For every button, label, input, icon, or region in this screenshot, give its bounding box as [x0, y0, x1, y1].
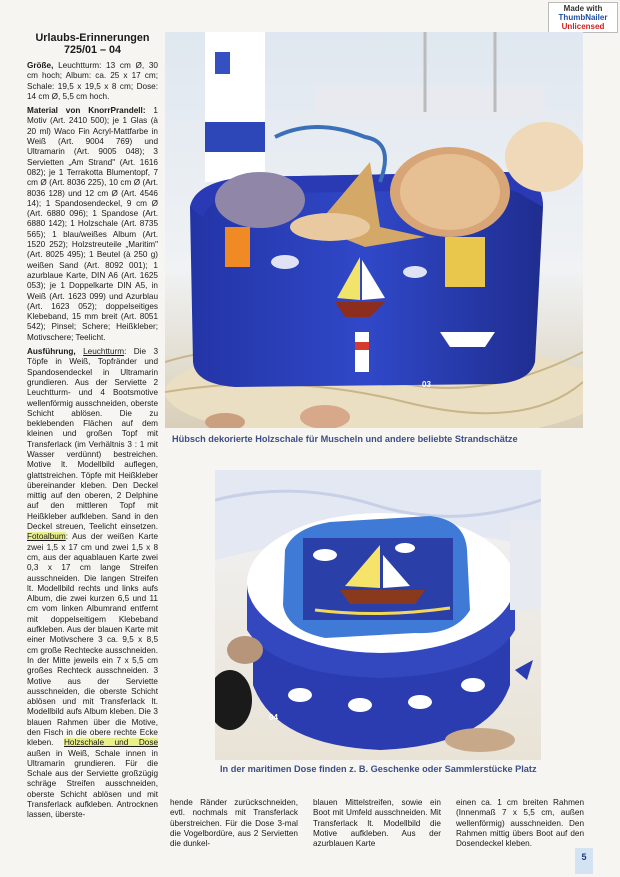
photo-maritime-box — [215, 470, 541, 760]
bowl-label: Holzschale und Dose — [64, 738, 158, 748]
instructions-label: Ausführung, — [27, 347, 76, 357]
album-label: Fotoalbum — [27, 532, 66, 542]
album-text: : Aus der weißen Karte zwei 1,5 x 17 cm und zwei 1,5 x 8 cm, aus der aquablauen Karte zwei 0,3 x 17 cm lange Streifen ausschneiden. Die langen Streifen lt. Modellbild rechts und links aufs Album, die zwei kurzen 6,5 und 11 cm vom linken Albumrand entfernt mit doppelseitigem Klebeband aufkleben. Aus der blauen Karte mit einer Motivschere 3 ca. 9,5 x 8,5 cm große Rechtecke ausschneiden. In der Mitte jeweils ein 7 x 5,5 cm großes Rechteck ausschneiden. 3 Motive aus der Serviette ausschneiden, die oberste Schicht ablösen und mit Transferlack lt. Modellbild aufs Album kleben. Die 3 blauen Rahmen über die Motive, den Fisch in die obere rechte Ecke kleben. — [27, 532, 158, 748]
material-label: Material von KnorrPrandell: — [27, 106, 146, 116]
watermark-line2: ThumbNailer — [558, 13, 608, 22]
photo-shell-bowl — [165, 32, 583, 428]
title-line1: Urlaubs-Erinnerungen — [35, 32, 150, 44]
instructions-column — [27, 32, 158, 825]
material-text: 1 Motiv (Art. 2410 500); je 1 Glas (à 20 ml) Waco Fin Acryl-Mattfarbe in Weiß (Art. 9004 769) und Ultramarin (Art. 9005 048); 3 Servietten „Am Strand" (Art. 1616 082); je 1 Terrakotta Blumentopf, 7 cm Ø (Art. 8036 225), 10 cm Ø (Art. 8036 128) und 12 cm Ø (Art. 4546 14); 1 Spandosendeckel, 9 cm Ø (Art. 6880 096); 1 Spandose (Art. 6880 142); 1 Holzschale (Art. 8735 565); 1 blau/weißes Album (Art. 1520 252); Holzstreuteile „Maritim" (Art. 8025 495); 1 Beutel (à 250 g) weißen Sand (Art. 8092 001); 1 azurblaue Karte, DIN A6 (Art. 1625 053); je 1 Doppelkarte DIN A5, in Weiß (Art. 1623 099) und Azurblau (Art. 1623 052); doppelseitiges Klebeband, 15 mm breit (Art. 8051 542); Pinsel; Schere; Heißkleber; Motivschere; Teelicht. — [27, 106, 158, 342]
page-number: 5 — [575, 848, 593, 874]
watermark — [548, 2, 618, 33]
title-line2: 725/01 – 04 — [63, 44, 122, 56]
bowl-text: außen in Weiß, Schale innen in Ultramarin grundieren. Für die Schale aus der Serviette großzügig schräge Streifen ausschneiden, oberste Schicht ablösen und mit Transferlack aufkleben. Antrocknen lassen, überste- — [27, 748, 158, 820]
lighthouse-text: : Die 3 Töpfe in Weiß, Topfränder und Spandosendeckel in Ultramarin grundieren. Aus der Serviette 2 Leuchtturm- und 4 Bootsmotive wellenförmig ausschneiden, oberste Schicht ablösen. Die zu beklebenden Flächen auf dem kleinen und großen Topf mit Transferlack (im Verhältnis 3 : 1 mit Wasser verdünnt) bestreichen. Motive lt. Modellbild auflegen, glattstreichen. Töpfe mit Heißkleber übereinander kleben. Den Deckel mittig auf den oberen, 2 Delphine auf den mittleren Topf mit Heißkleber aufkleben. Sand in den Deckel streuen, Teelicht einsetzen. — [27, 347, 158, 532]
instructions-paragraph — [27, 347, 158, 821]
size-text: Leuchtturm: 13 cm Ø, 30 cm hoch; Album: ca. 25 x 17 cm; Schale: 19,5 x 19,5 x 8 cm; Dose: 14 cm Ø, 5,5 cm hoch. — [27, 61, 158, 101]
watermark-line1: Made with — [563, 4, 603, 13]
material-paragraph — [27, 106, 158, 343]
photo2-caption: In der maritimen Dose finden z. B. Geschenke oder Sammlerstücke Platz — [220, 764, 537, 774]
lighthouse-label: Leuchtturm — [83, 347, 125, 357]
photo1-number: 03 — [422, 380, 431, 389]
bottom-column-3: einen ca. 1 cm breiten Rahmen (Innenmaß 7 x 5,5 cm, außen wellenförmig) ausschneiden. Den Rahmen mittig übers Boot auf den Dosendeckel kleben. — [456, 798, 584, 849]
photo1-caption: Hübsch dekorierte Holzschale für Muscheln und andere beliebte Strandschätze — [172, 434, 518, 444]
size-paragraph — [27, 61, 158, 102]
bottom-column-2: blauen Mittelstreifen, sowie ein Boot mit Umfeld ausschneiden. Mit Transferlack lt. Modellbild die Motive aufkleben. Aus der azurblauen Karte — [313, 798, 441, 849]
watermark-line3: Unlicensed — [561, 22, 605, 31]
size-label: Größe, — [27, 61, 54, 70]
bottom-column-1: hende Ränder zurückschneiden, evtl. nochmals mit Transferlack überstreichen. Für die Dose 3-mal die Vogelbordüre, aus 2 Servietten die dunkel- — [170, 798, 298, 849]
article-title — [27, 32, 158, 56]
photo2-number: 04 — [269, 713, 278, 722]
